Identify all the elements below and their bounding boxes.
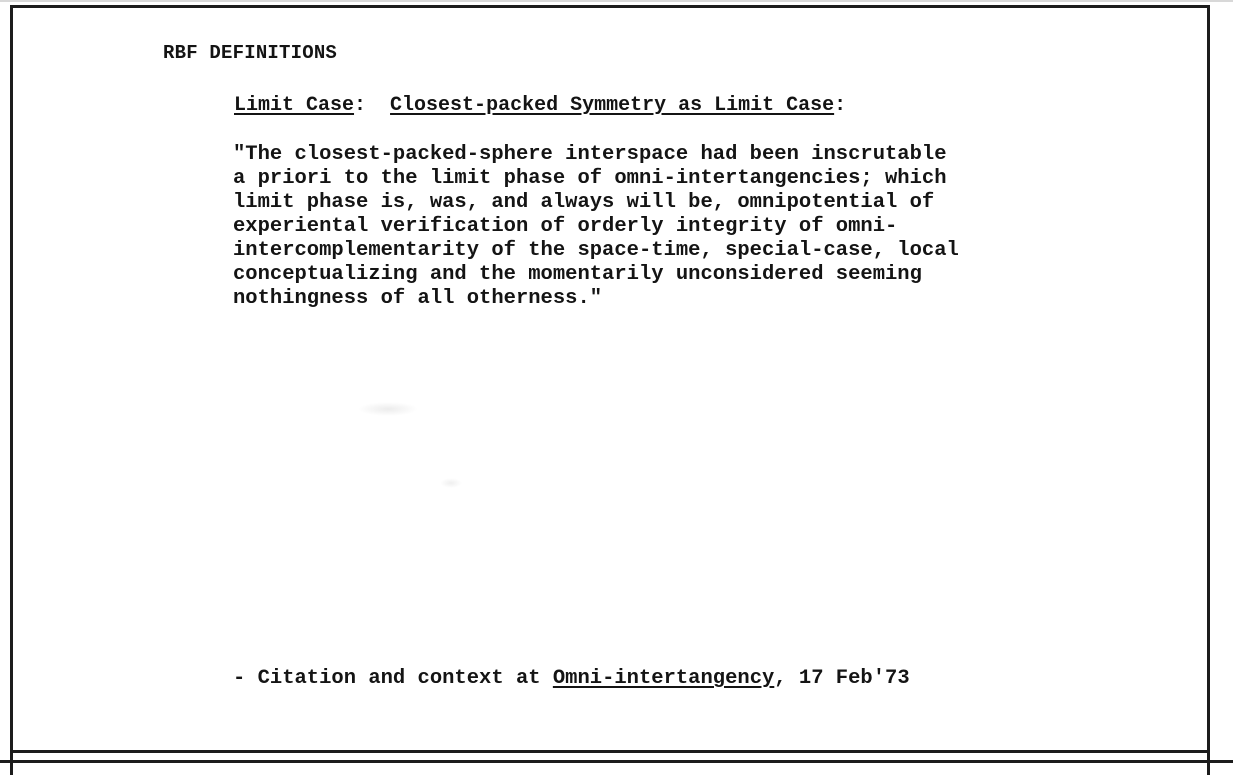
right-edge-stub <box>1207 753 1210 775</box>
entry-heading <box>234 94 846 117</box>
quote-line: "The closest-packed-sphere interspace had been inscrutable <box>233 143 947 166</box>
left-edge-stub <box>10 753 13 775</box>
entry-term: Limit Case <box>234 94 355 117</box>
definition-card <box>10 5 1210 753</box>
paper-smudge <box>358 402 418 416</box>
card-header: RBF DEFINITIONS <box>163 42 338 64</box>
citation-link[interactable]: Omni-intertangency <box>552 667 775 690</box>
quote-line: a priori to the limit phase of omni-intertangencies; which <box>233 167 947 190</box>
quote-line: conceptualizing and the momentarily unconsidered seeming <box>233 263 922 286</box>
quote-line: experiental verification of orderly integrity of omni- <box>233 215 898 238</box>
entry-title-suffix: : <box>834 94 847 117</box>
definition-quote <box>233 143 959 311</box>
quote-line: nothingness of all otherness." <box>233 287 603 310</box>
entry-title: Closest-packed Symmetry as Limit Case <box>390 94 835 117</box>
quote-line: intercomplementarity of the space-time, special-case, local <box>233 239 959 262</box>
citation-prefix: - Citation and context at <box>233 667 553 690</box>
bottom-edge-line <box>0 760 1233 763</box>
top-edge-line <box>0 0 1233 2</box>
paper-smudge <box>440 478 462 488</box>
citation-suffix: , 17 Feb'73 <box>774 667 910 690</box>
quote-line: limit phase is, was, and always will be, omnipotential of <box>233 191 935 214</box>
entry-separator: : <box>354 94 391 117</box>
citation-line <box>233 667 910 690</box>
